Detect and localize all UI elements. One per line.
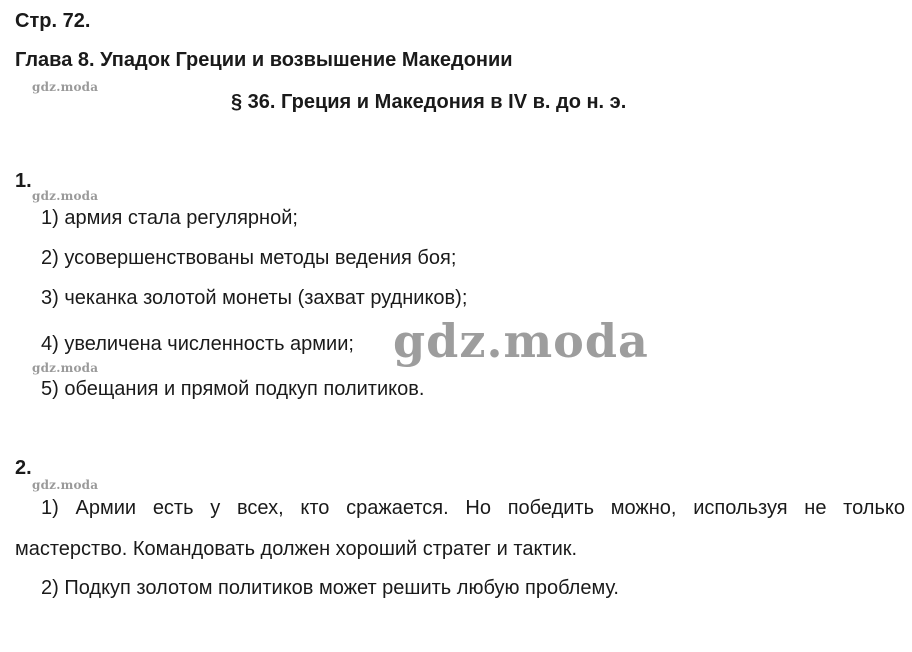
watermark-small: gdz.moda — [32, 189, 99, 203]
task-number: 2. — [15, 457, 32, 479]
chapter-title: Глава 8. Упадок Греции и возвышение Македонии — [15, 49, 513, 71]
list-item: 2) усовершенствованы методы ведения боя; — [41, 247, 457, 269]
section-title: § 36. Греция и Македония в IV в. до н. э. — [231, 91, 627, 113]
watermark-large: gdz.moda — [393, 314, 649, 368]
list-item: 3) чеканка золотой монеты (захват рудников); — [41, 287, 468, 309]
list-item: 5) обещания и прямой подкуп политиков. — [41, 378, 425, 400]
watermark-small: gdz.moda — [32, 80, 99, 94]
paragraph-line: мастерство. Командовать должен хороший стратег и тактик. — [15, 538, 578, 560]
watermark-small: gdz.moda — [32, 361, 99, 375]
page-label: Стр. 72. — [15, 10, 91, 32]
list-item: 4) увеличена численность армии; — [41, 333, 354, 355]
watermark-small: gdz.moda — [32, 478, 99, 492]
list-item: 1) армия стала регулярной; — [41, 207, 298, 229]
list-item: 2) Подкуп золотом политиков может решить любую проблему. — [41, 577, 619, 599]
task-number: 1. — [15, 170, 32, 192]
paragraph-line: 1) Армии есть у всех, кто сражается. Но победить можно, используя не только — [41, 497, 905, 519]
